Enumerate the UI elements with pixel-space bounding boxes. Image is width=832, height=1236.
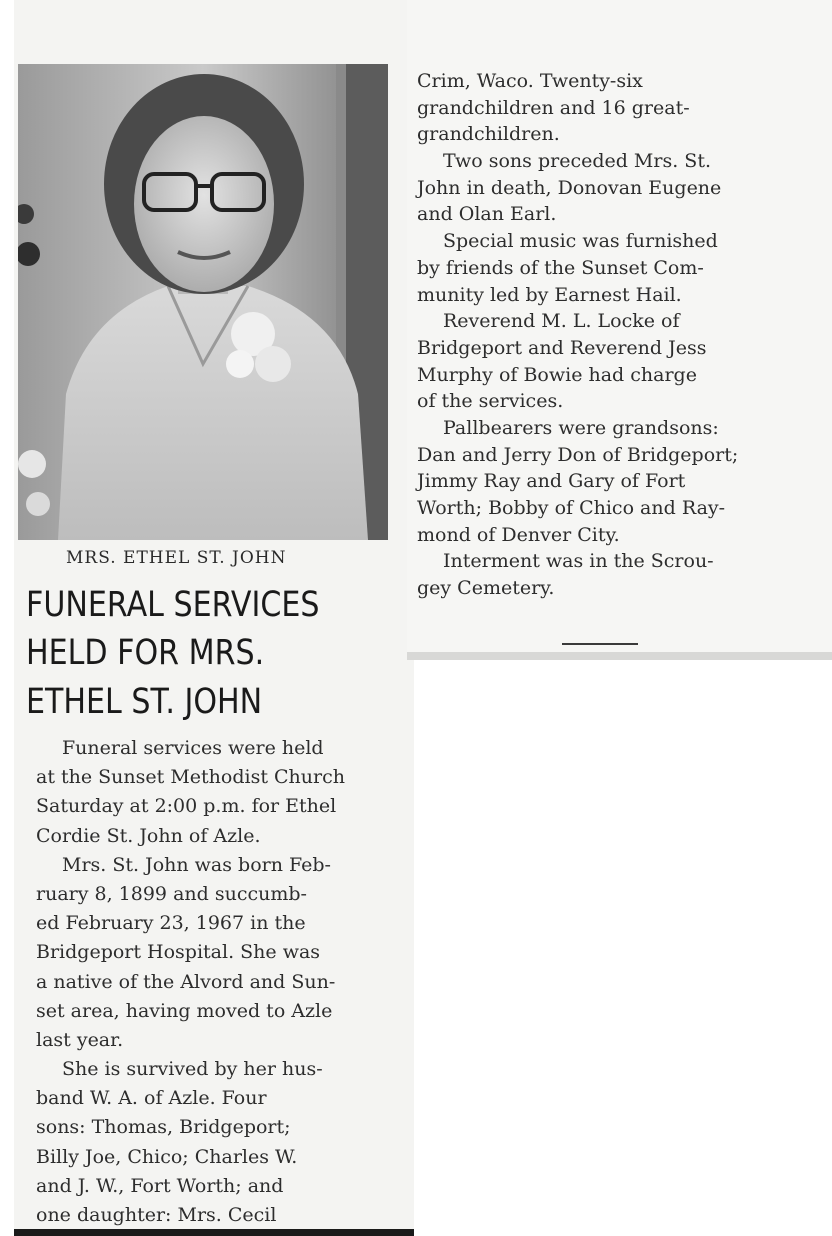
text-line: ed February 23, 1967 in the [36,912,306,935]
text-line: She is survived by her hus- [62,1058,323,1081]
article-left-column [36,734,345,1230]
text-line: set area, having moved to Azle [36,999,333,1022]
text-line: Dan and Jerry Don of Bridgeport; [417,443,739,466]
text-line: Bridgeport and Reverend Jess [417,336,707,359]
text-line: Saturday at 2:00 p.m. for Ethel [36,795,337,818]
text-line: and J. W., Fort Worth; and [36,1174,284,1197]
headline-line-2: HELD FOR MRS. [26,633,265,673]
text-line: Cordie St. John of Azle. [36,824,261,847]
text-line: Two sons preceded Mrs. St. [443,150,711,173]
headline-line-1: FUNERAL SERVICES [26,585,320,625]
text-line: sons: Thomas, Bridgeport; [36,1116,291,1139]
text-line: Mrs. St. John was born Feb- [62,853,331,876]
text-line: Jimmy Ray and Gary of Fort [417,470,686,493]
text-line: gey Cemetery. [417,577,555,600]
text-line: at the Sunset Methodist Church [36,766,345,789]
text-line: Crim, Waco. Twenty-six [417,70,643,92]
text-line: munity led by Earnest Hail. [417,283,682,306]
text-line: Murphy of Bowie had charge [417,363,697,386]
text-line: Interment was in the Scrou- [443,550,714,573]
text-line: John in death, Donovan Eugene [417,176,722,199]
text-line: of the services. [417,390,564,413]
text-line: grandchildren. [417,123,560,146]
end-of-article-rule [562,643,638,645]
text-line: band W. A. of Azle. Four [36,1087,267,1110]
text-line: Worth; Bobby of Chico and Ray- [417,497,726,519]
text-line: and Olan Earl. [417,203,557,226]
headline-line-3: ETHEL ST. JOHN [26,682,263,722]
text-line: ruary 8, 1899 and succumb- [36,882,307,905]
portrait-illustration [18,64,388,540]
text-line: Billy Joe, Chico; Charles W. [36,1145,298,1168]
text-line: one daughter: Mrs. Cecil [36,1204,277,1226]
clipping-right-edge [407,652,832,660]
text-line: mond of Denver City. [417,523,620,546]
text-line: by friends of the Sunset Com- [417,256,704,279]
text-line: Funeral services were held [62,737,324,759]
text-line: last year. [36,1028,124,1051]
text-line: Pallbearers were grandsons: [443,416,719,439]
text-line: Special music was furnished [443,230,718,253]
text-line: Reverend M. L. Locke of [443,310,680,333]
portrait-photo [18,64,388,540]
text-line: grandchildren and 16 great- [417,96,690,119]
text-line: Bridgeport Hospital. She was [36,941,321,964]
article-right-column [417,68,738,602]
photo-caption: MRS. ETHEL ST. JOHN [66,548,287,568]
text-line: a native of the Alvord and Sun- [36,970,336,993]
